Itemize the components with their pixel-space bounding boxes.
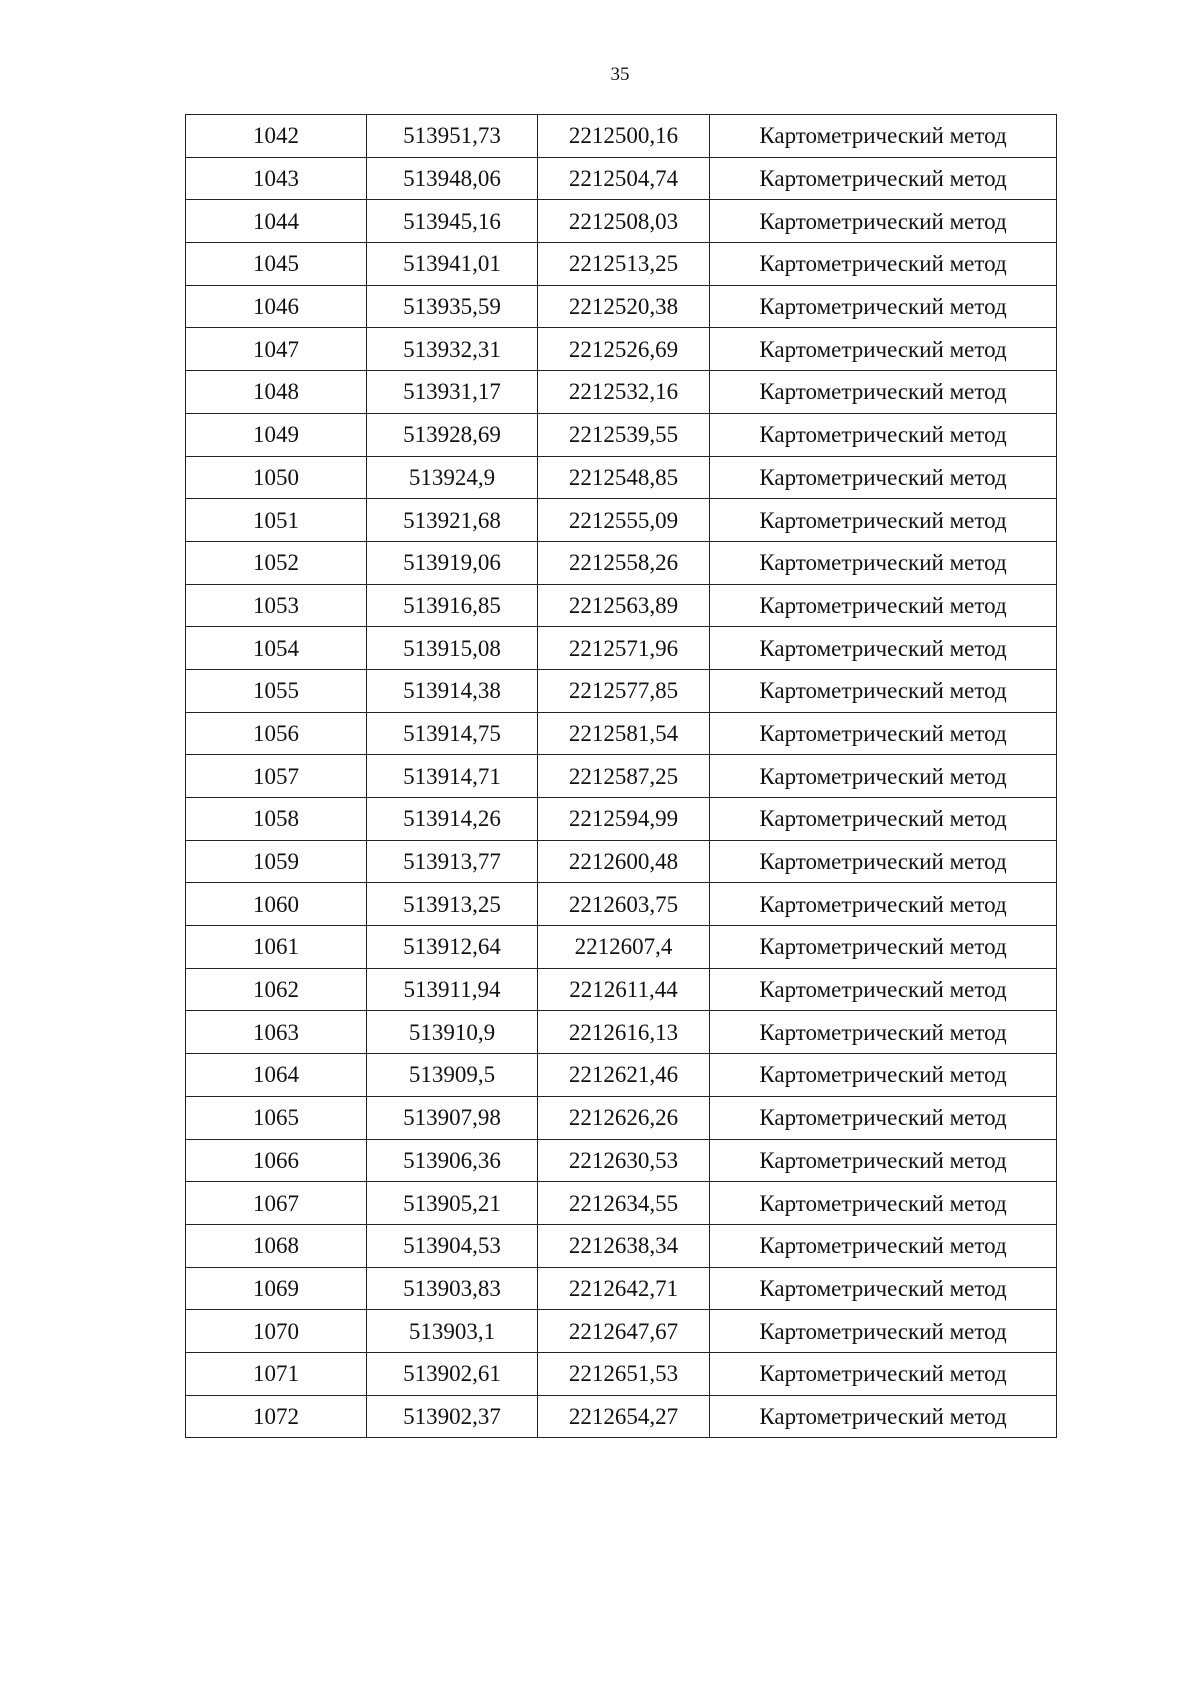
coordinates-table [185, 114, 1057, 1438]
method-cell: Картометрический метод [710, 1352, 1057, 1395]
y-coordinate-cell: 2212654,27 [538, 1395, 710, 1438]
point-number-cell: 1042 [186, 115, 367, 158]
point-number-cell: 1063 [186, 1011, 367, 1054]
method-cell: Картометрический метод [710, 840, 1057, 883]
x-coordinate-cell: 513909,5 [367, 1054, 538, 1097]
x-coordinate-cell: 513914,75 [367, 712, 538, 755]
x-coordinate-cell: 513935,59 [367, 285, 538, 328]
point-number-cell: 1061 [186, 926, 367, 969]
method-cell: Картометрический метод [710, 798, 1057, 841]
x-coordinate-cell: 513911,94 [367, 968, 538, 1011]
point-number-cell: 1047 [186, 328, 367, 371]
y-coordinate-cell: 2212571,96 [538, 627, 710, 670]
method-cell: Картометрический метод [710, 1096, 1057, 1139]
method-cell: Картометрический метод [710, 541, 1057, 584]
point-number-cell: 1044 [186, 200, 367, 243]
method-cell: Картометрический метод [710, 1267, 1057, 1310]
method-cell: Картометрический метод [710, 413, 1057, 456]
table-row [186, 413, 1057, 456]
x-coordinate-cell: 513906,36 [367, 1139, 538, 1182]
point-number-cell: 1052 [186, 541, 367, 584]
x-coordinate-cell: 513941,01 [367, 243, 538, 286]
point-number-cell: 1062 [186, 968, 367, 1011]
y-coordinate-cell: 2212626,26 [538, 1096, 710, 1139]
method-cell: Картометрический метод [710, 627, 1057, 670]
x-coordinate-cell: 513914,71 [367, 755, 538, 798]
y-coordinate-cell: 2212621,46 [538, 1054, 710, 1097]
method-cell: Картометрический метод [710, 243, 1057, 286]
table-row [186, 627, 1057, 670]
method-cell: Картометрический метод [710, 1011, 1057, 1054]
y-coordinate-cell: 2212532,16 [538, 371, 710, 414]
method-cell: Картометрический метод [710, 926, 1057, 969]
y-coordinate-cell: 2212611,44 [538, 968, 710, 1011]
x-coordinate-cell: 513904,53 [367, 1224, 538, 1267]
point-number-cell: 1049 [186, 413, 367, 456]
table-row [186, 1310, 1057, 1353]
table-row [186, 1096, 1057, 1139]
table-row [186, 798, 1057, 841]
point-number-cell: 1070 [186, 1310, 367, 1353]
method-cell: Картометрический метод [710, 1395, 1057, 1438]
point-number-cell: 1071 [186, 1352, 367, 1395]
table-row [186, 669, 1057, 712]
method-cell: Картометрический метод [710, 1139, 1057, 1182]
x-coordinate-cell: 513921,68 [367, 499, 538, 542]
x-coordinate-cell: 513928,69 [367, 413, 538, 456]
y-coordinate-cell: 2212630,53 [538, 1139, 710, 1182]
y-coordinate-cell: 2212607,4 [538, 926, 710, 969]
table-row [186, 584, 1057, 627]
point-number-cell: 1059 [186, 840, 367, 883]
method-cell: Картометрический метод [710, 1054, 1057, 1097]
y-coordinate-cell: 2212504,74 [538, 157, 710, 200]
method-cell: Картометрический метод [710, 157, 1057, 200]
y-coordinate-cell: 2212634,55 [538, 1182, 710, 1225]
method-cell: Картометрический метод [710, 883, 1057, 926]
table-row [186, 1011, 1057, 1054]
table-row [186, 1395, 1057, 1438]
x-coordinate-cell: 513948,06 [367, 157, 538, 200]
method-cell: Картометрический метод [710, 200, 1057, 243]
table-row [186, 285, 1057, 328]
x-coordinate-cell: 513903,1 [367, 1310, 538, 1353]
y-coordinate-cell: 2212548,85 [538, 456, 710, 499]
x-coordinate-cell: 513914,38 [367, 669, 538, 712]
point-number-cell: 1066 [186, 1139, 367, 1182]
point-number-cell: 1069 [186, 1267, 367, 1310]
x-coordinate-cell: 513913,77 [367, 840, 538, 883]
point-number-cell: 1050 [186, 456, 367, 499]
point-number-cell: 1056 [186, 712, 367, 755]
x-coordinate-cell: 513932,31 [367, 328, 538, 371]
method-cell: Картометрический метод [710, 285, 1057, 328]
point-number-cell: 1053 [186, 584, 367, 627]
x-coordinate-cell: 513905,21 [367, 1182, 538, 1225]
table-row [186, 371, 1057, 414]
point-number-cell: 1060 [186, 883, 367, 926]
point-number-cell: 1045 [186, 243, 367, 286]
table-row [186, 926, 1057, 969]
table-row [186, 1352, 1057, 1395]
x-coordinate-cell: 513919,06 [367, 541, 538, 584]
point-number-cell: 1064 [186, 1054, 367, 1097]
method-cell: Картометрический метод [710, 1182, 1057, 1225]
y-coordinate-cell: 2212581,54 [538, 712, 710, 755]
y-coordinate-cell: 2212647,67 [538, 1310, 710, 1353]
y-coordinate-cell: 2212513,25 [538, 243, 710, 286]
method-cell: Картометрический метод [710, 584, 1057, 627]
table-row [186, 755, 1057, 798]
x-coordinate-cell: 513916,85 [367, 584, 538, 627]
method-cell: Картометрический метод [710, 371, 1057, 414]
method-cell: Картометрический метод [710, 712, 1057, 755]
table-row [186, 157, 1057, 200]
x-coordinate-cell: 513931,17 [367, 371, 538, 414]
x-coordinate-cell: 513907,98 [367, 1096, 538, 1139]
page-number: 35 [610, 64, 630, 85]
point-number-cell: 1051 [186, 499, 367, 542]
y-coordinate-cell: 2212555,09 [538, 499, 710, 542]
y-coordinate-cell: 2212587,25 [538, 755, 710, 798]
y-coordinate-cell: 2212577,85 [538, 669, 710, 712]
y-coordinate-cell: 2212508,03 [538, 200, 710, 243]
y-coordinate-cell: 2212616,13 [538, 1011, 710, 1054]
method-cell: Картометрический метод [710, 669, 1057, 712]
table-row [186, 1182, 1057, 1225]
table-row [186, 883, 1057, 926]
table-row [186, 200, 1057, 243]
table-row [186, 712, 1057, 755]
point-number-cell: 1046 [186, 285, 367, 328]
point-number-cell: 1065 [186, 1096, 367, 1139]
table-row [186, 968, 1057, 1011]
method-cell: Картометрический метод [710, 1310, 1057, 1353]
point-number-cell: 1068 [186, 1224, 367, 1267]
y-coordinate-cell: 2212539,55 [538, 413, 710, 456]
x-coordinate-cell: 513910,9 [367, 1011, 538, 1054]
table-row [186, 243, 1057, 286]
x-coordinate-cell: 513902,61 [367, 1352, 538, 1395]
y-coordinate-cell: 2212594,99 [538, 798, 710, 841]
method-cell: Картометрический метод [710, 968, 1057, 1011]
table-row [186, 1224, 1057, 1267]
table-row [186, 541, 1057, 584]
table-row [186, 1267, 1057, 1310]
y-coordinate-cell: 2212600,48 [538, 840, 710, 883]
y-coordinate-cell: 2212651,53 [538, 1352, 710, 1395]
table-row [186, 328, 1057, 371]
method-cell: Картометрический метод [710, 115, 1057, 158]
method-cell: Картометрический метод [710, 456, 1057, 499]
y-coordinate-cell: 2212638,34 [538, 1224, 710, 1267]
point-number-cell: 1067 [186, 1182, 367, 1225]
x-coordinate-cell: 513914,26 [367, 798, 538, 841]
table-row [186, 1054, 1057, 1097]
x-coordinate-cell: 513924,9 [367, 456, 538, 499]
method-cell: Картометрический метод [710, 499, 1057, 542]
method-cell: Картометрический метод [710, 1224, 1057, 1267]
x-coordinate-cell: 513951,73 [367, 115, 538, 158]
y-coordinate-cell: 2212526,69 [538, 328, 710, 371]
y-coordinate-cell: 2212563,89 [538, 584, 710, 627]
x-coordinate-cell: 513913,25 [367, 883, 538, 926]
point-number-cell: 1055 [186, 669, 367, 712]
point-number-cell: 1058 [186, 798, 367, 841]
table-row [186, 499, 1057, 542]
table-row [186, 115, 1057, 158]
point-number-cell: 1043 [186, 157, 367, 200]
y-coordinate-cell: 2212642,71 [538, 1267, 710, 1310]
table-row [186, 456, 1057, 499]
x-coordinate-cell: 513945,16 [367, 200, 538, 243]
point-number-cell: 1054 [186, 627, 367, 670]
method-cell: Картометрический метод [710, 328, 1057, 371]
table-row [186, 840, 1057, 883]
method-cell: Картометрический метод [710, 755, 1057, 798]
point-number-cell: 1072 [186, 1395, 367, 1438]
y-coordinate-cell: 2212558,26 [538, 541, 710, 584]
y-coordinate-cell: 2212603,75 [538, 883, 710, 926]
x-coordinate-cell: 513902,37 [367, 1395, 538, 1438]
x-coordinate-cell: 513903,83 [367, 1267, 538, 1310]
table-row [186, 1139, 1057, 1182]
y-coordinate-cell: 2212500,16 [538, 115, 710, 158]
x-coordinate-cell: 513912,64 [367, 926, 538, 969]
y-coordinate-cell: 2212520,38 [538, 285, 710, 328]
x-coordinate-cell: 513915,08 [367, 627, 538, 670]
point-number-cell: 1048 [186, 371, 367, 414]
point-number-cell: 1057 [186, 755, 367, 798]
table-body [186, 115, 1057, 1438]
